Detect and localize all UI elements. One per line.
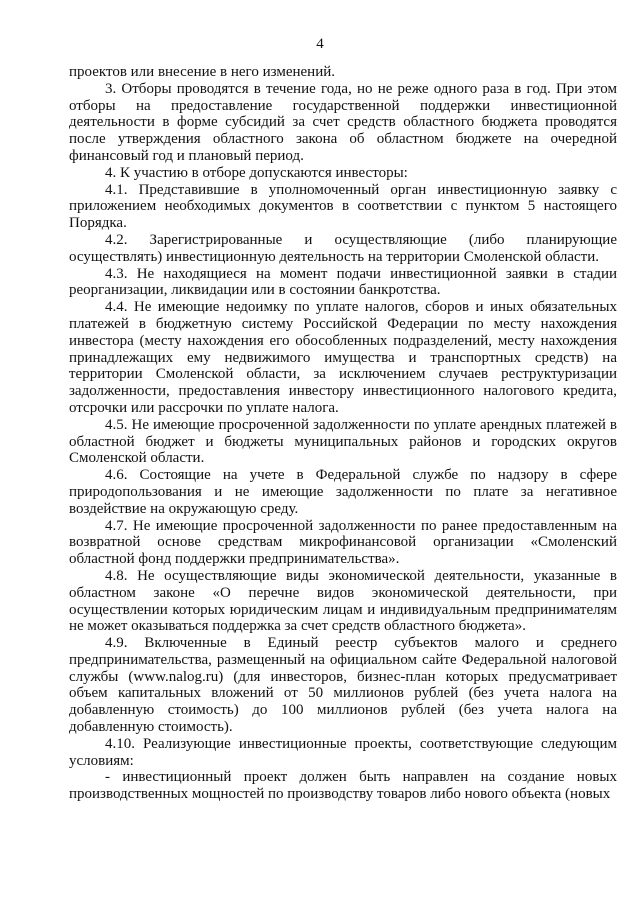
paragraph: 4.4. Не имеющие недоимку по уплате налогов, сборов и иных обязательных платежей в бюджетную систему Российской Федерации по месту нахождения инвестора (месту нахождения его обособленных подразделений, месту нахождения принадлежащих ему недвижимого имущества и транспортных средств) на территории Смоленской области, за исключением случаев реструктуризации задолженности, предоставления инвестору инвестиционного налогового кредита, отсрочки или рассрочки по уплате налога. [69,299,617,416]
paragraph: 4.9. Включенные в Единый реестр субъектов малого и среднего предпринимательства, размещенный на официальном сайте Федеральной налоговой службы (www.nalog.ru) (для инвесторов, бизнес-план которых предусматривает объем капитальных вложений от 50 миллионов рублей (без учета налога на добавленную стоимость) до 100 миллионов рублей (без учета налога на добавленную стоимость). [69,635,617,736]
paragraph: 3. Отборы проводятся в течение года, но не реже одного раза в год. При этом отборы на предоставление государственной поддержки инвестиционной деятельности в форме субсидий за счет средств областного бюджета проводятся после утверждения областного закона об областном бюджете на очередной финансовый год и плановый период. [69,80,617,164]
paragraph: 4.6. Состоящие на учете в Федеральной службе по надзору в сфере природопользования и не имеющие задолженности по плате за негативное воздействие на окружающую среду. [69,467,617,517]
paragraph: 4.5. Не имеющие просроченной задолженности по уплате арендных платежей в областной бюджет и бюджеты муниципальных районов и городских округов Смоленской области. [69,416,617,467]
paragraph: 4.10. Реализующие инвестиционные проекты, соответствующие следующим условиям: [69,735,617,769]
paragraph: 4.3. Не находящиеся на момент подачи инвестиционной заявки в стадии реорганизации, ликвидации или в состоянии банкротства. [69,265,617,299]
paragraph: 4.2. Зарегистрированные и осуществляющие (либо планирующие осуществлять) инвестиционную деятельность на территории Смоленской области. [69,231,617,265]
paragraph: 4.1. Представившие в уполномоченный орган инвестиционную заявку с приложением необходимых документов в соответствии с пунктом 5 настоящего Порядка. [69,181,617,232]
paragraph: 4.8. Не осуществляющие виды экономической деятельности, указанные в областном законе «О перечне видов экономической деятельности, при осуществлении которых юридическим лицам и индивидуальным предпринимателям не может оказываться поддержка за счет средств областного бюджета». [69,567,617,635]
paragraph: - инвестиционный проект должен быть направлен на создание новых производственных мощностей по производству товаров либо нового объекта (новых [69,769,617,803]
paragraph: 4.7. Не имеющие просроченной задолженности по ранее предоставленным на возвратной основе средствам микрофинансовой организации «Смоленский областной фонд поддержки предпринимательства». [69,517,617,568]
paragraph: проектов или внесение в него изменений. [69,64,335,80]
document-body [69,64,617,803]
page-number: 4 [316,36,324,52]
paragraph: 4. К участию в отборе допускаются инвесторы: [105,164,408,181]
